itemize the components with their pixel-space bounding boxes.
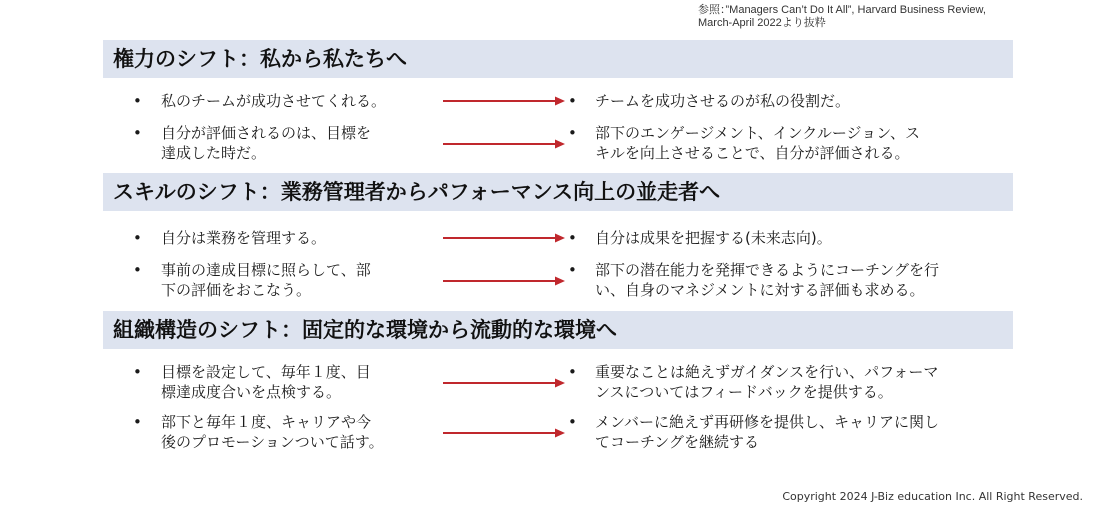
before-text-line: 部下と毎年１度、キャリアや今 [161,413,372,431]
comparison-row [0,412,1110,462]
before-text-line: 自分が評価されるのは、目標を [161,124,372,142]
section-title: 組織構造のシフト：固定的な環境から流動的な環境へ [103,311,1013,349]
right-arrow-icon [443,138,565,150]
reference-note [698,4,986,30]
after-text [595,260,1025,300]
before-text-line: 後のプロモーションついて話す。 [161,433,384,451]
bullet-icon: • [133,363,142,381]
after-text-line: 自分は成果を把握する(未来志向)。 [595,229,832,247]
after-text-line: ンスについてはフィードバックを提供する。 [595,383,893,401]
bullet-icon: • [133,124,142,142]
right-arrow-icon [443,275,565,287]
right-arrow-icon [443,427,565,439]
after-text-line: い、自身のマネジメントに対する評価も求める。 [595,281,925,299]
comparison-row [0,362,1110,412]
after-text-line: 重要なことは絶えずガイダンスを行い、パフォーマ [595,363,939,381]
right-arrow-icon [443,377,565,389]
after-text-line: メンバーに絶えず再研修を提供し、キャリアに関し [595,413,939,431]
comparison-row [0,260,1110,310]
before-text [161,123,441,163]
before-text-line: 標達成度合いを点検する。 [161,383,342,401]
right-arrow-icon [443,95,565,107]
bullet-icon: • [568,261,577,279]
reference-line-2: March-April 2022より抜粋 [698,17,826,29]
bullet-icon: • [133,229,142,247]
after-text [595,123,1025,163]
reference-line-1: 参照：”Managers Can’t Do It All”, Harvard Business Review, [698,4,986,16]
bullet-icon: • [568,413,577,431]
before-text [161,91,441,111]
before-text-line: 達成した時だ。 [161,144,267,162]
right-arrow-icon [443,232,565,244]
after-text-line: 部下のエンゲージメント、インクルージョン、ス [595,124,921,142]
before-text-line: 自分は業務を管理する。 [161,229,327,247]
after-text [595,91,1025,111]
after-text-line: てコーチングを継続する [595,433,759,451]
after-text [595,362,1025,402]
after-text [595,228,1025,248]
before-text-line: 私のチームが成功させてくれる。 [161,92,387,110]
before-text-line: 事前の達成目標に照らして、部 [161,261,371,279]
bullet-icon: • [133,92,142,110]
copyright: Copyright 2024 J-Biz education Inc. All Right Reserved. [782,490,1083,503]
after-text-line: 部下の潜在能力を発揮できるようにコーチングを行 [595,261,939,279]
before-text [161,362,441,402]
before-text-line: 下の評価をおこなう。 [161,281,312,299]
section-title: 権力のシフト：私から私たちへ [103,40,1013,78]
bullet-icon: • [568,229,577,247]
bullet-icon: • [568,92,577,110]
after-text-line: チームを成功させるのが私の役割だ。 [595,92,851,110]
comparison-row [0,123,1110,173]
before-text [161,228,441,248]
bullet-icon: • [133,261,142,279]
after-text [595,412,1025,452]
before-text [161,412,441,452]
bullet-icon: • [568,363,577,381]
after-text-line: キルを向上させることで、自分が評価される。 [595,144,910,162]
bullet-icon: • [568,124,577,142]
bullet-icon: • [133,413,142,431]
before-text [161,260,441,300]
before-text-line: 目標を設定して、毎年１度、目 [161,363,371,381]
section-title: スキルのシフト：業務管理者からパフォーマンス向上の並走者へ [103,173,1013,211]
